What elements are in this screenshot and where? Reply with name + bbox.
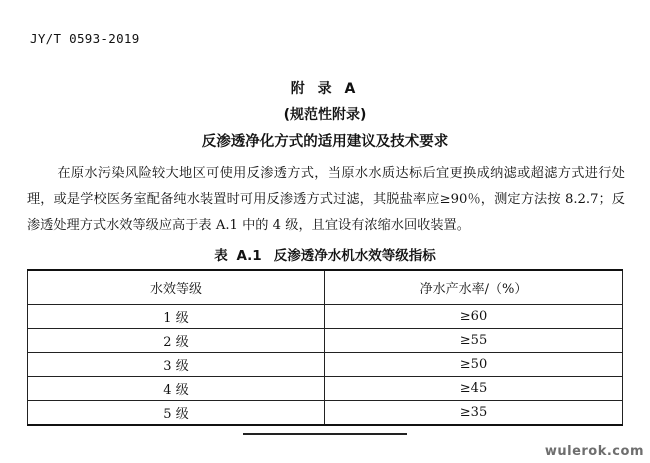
appendix-end-rule — [243, 433, 407, 435]
body-paragraph — [27, 161, 625, 239]
grade-cell: 5 级 — [28, 401, 325, 426]
grade-cell: 2 级 — [28, 329, 325, 353]
water-efficiency-table — [27, 269, 623, 426]
appendix-title: 附 录 A — [290, 81, 360, 97]
standard-code: JY/T 0593-2019 — [30, 31, 140, 46]
table-row — [28, 305, 623, 329]
grade-cell: 4 级 — [28, 377, 325, 401]
site-watermark: wulerok.com — [544, 444, 644, 459]
table-header-row — [28, 270, 623, 305]
appendix-note: (规范性附录) — [283, 107, 367, 123]
table-caption — [0, 244, 650, 264]
yield-cell: ≥60 — [325, 305, 623, 329]
yield-cell: ≥50 — [325, 353, 623, 377]
column-header-grade: 水效等级 — [28, 270, 325, 305]
yield-cell: ≥35 — [325, 401, 623, 426]
yield-cell: ≥45 — [325, 377, 623, 401]
grade-cell: 3 级 — [28, 353, 325, 377]
table-row — [28, 401, 623, 426]
table-row — [28, 329, 623, 353]
table-row — [28, 353, 623, 377]
yield-cell: ≥55 — [325, 329, 623, 353]
table-row — [28, 377, 623, 401]
grade-cell: 1 级 — [28, 305, 325, 329]
body-paragraph-text: 在原水污染风险较大地区可使用反渗透方式，当原水水质达标后宜更换成纳滤或超滤方式进行处理，或是学校医务室配备纯水装置时可用反渗透方式过滤，其脱盐率应≥90％，测定方法按 8.2.7；反渗透处理方式水效等级应高于表 A.1 中的 4 级，且宜设有浓缩水回收装置。 — [27, 166, 625, 233]
table-caption-title: 反渗透净水机水效等级指标 — [273, 248, 436, 264]
column-header-yield: 净水产水率/（%） — [325, 270, 623, 305]
appendix-main-title: 反渗透净化方式的适用建议及技术要求 — [201, 134, 449, 150]
table-caption-number: 表 A.1 — [214, 248, 262, 264]
